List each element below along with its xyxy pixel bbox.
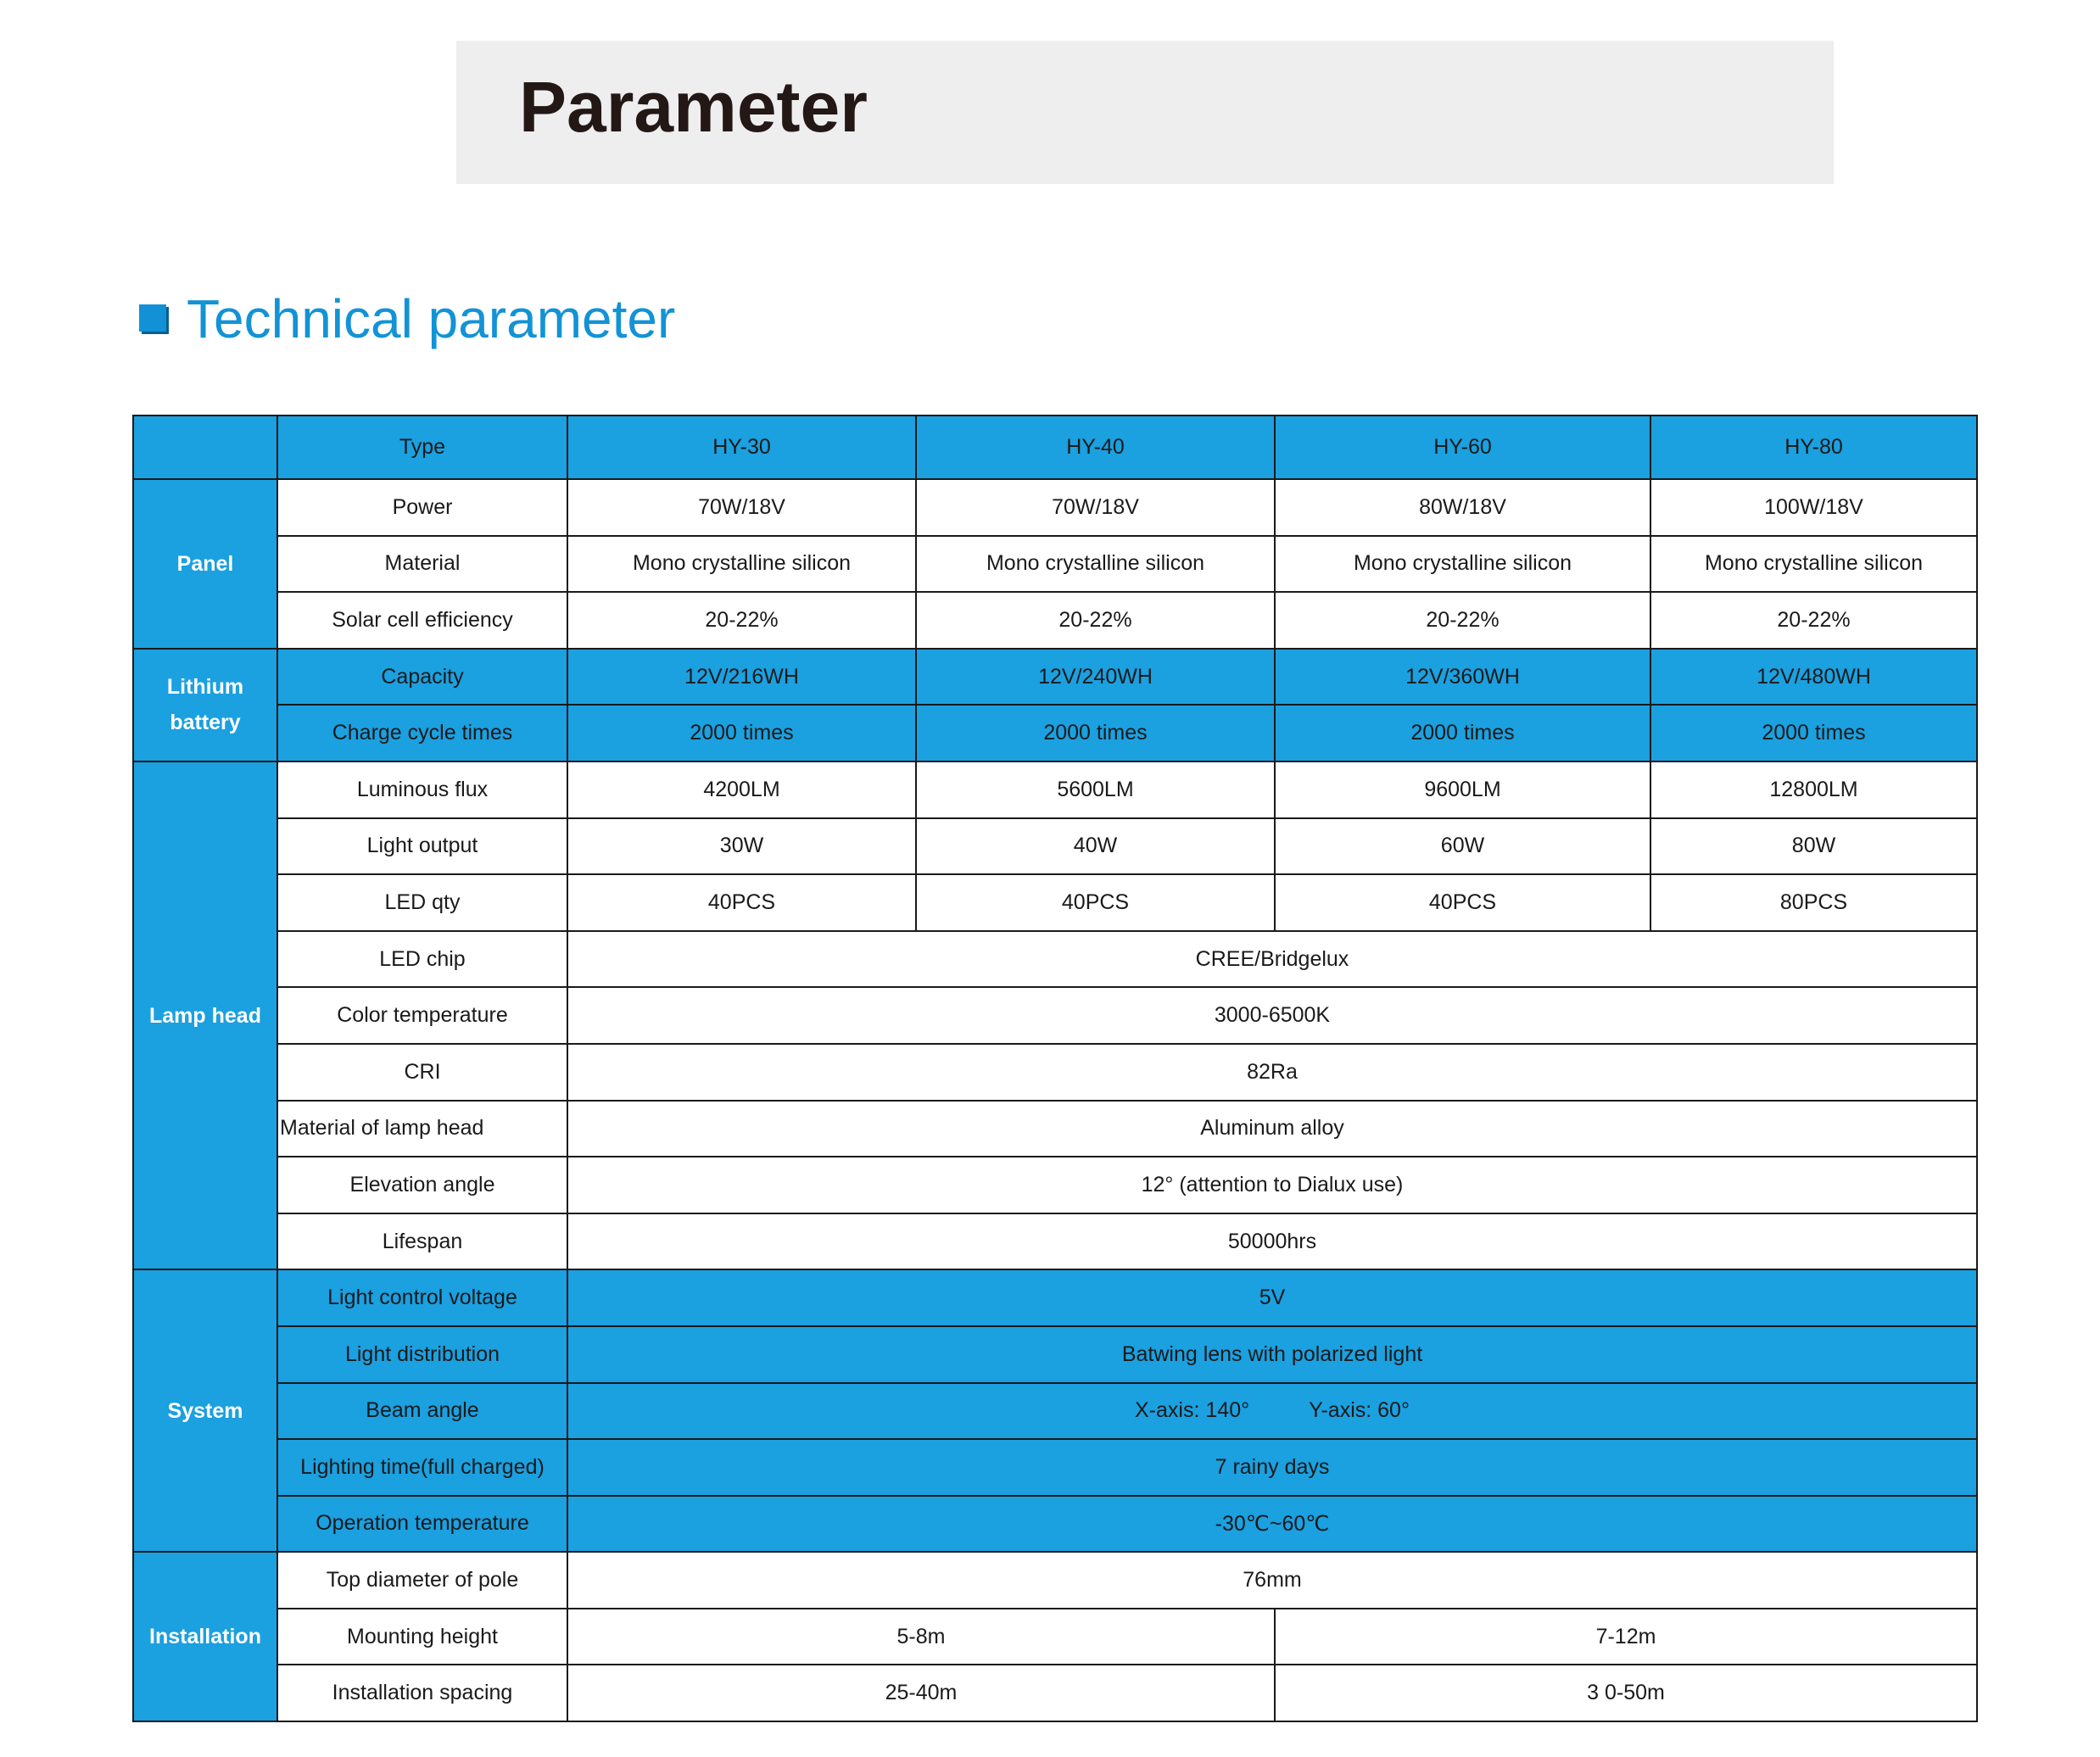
cell: Aluminum alloy bbox=[567, 1101, 1977, 1157]
cell: 80PCS bbox=[1650, 874, 1977, 931]
category-line: Lithium bbox=[166, 675, 244, 700]
table-row bbox=[133, 479, 1977, 536]
cell: 50000hrs bbox=[567, 1213, 1977, 1270]
row-label: Lighting time(full charged) bbox=[277, 1439, 567, 1496]
cell: 40PCS bbox=[567, 874, 916, 931]
table-row bbox=[133, 649, 1977, 706]
row-label: Luminous flux bbox=[277, 761, 567, 818]
cell: 40PCS bbox=[916, 874, 1275, 931]
cell: 12V/360WH bbox=[1275, 649, 1650, 706]
square-bullet-icon bbox=[139, 304, 166, 332]
table-row bbox=[133, 1439, 1977, 1496]
cell: 76mm bbox=[567, 1552, 1977, 1609]
row-label: Capacity bbox=[277, 649, 567, 706]
row-label: Lifespan bbox=[277, 1213, 567, 1270]
cell: 82Ra bbox=[567, 1044, 1977, 1101]
row-label: Power bbox=[277, 479, 567, 536]
table-row bbox=[133, 592, 1977, 649]
model-hy-30: HY-30 bbox=[567, 416, 916, 479]
table-row bbox=[133, 1665, 1977, 1721]
model-hy-60: HY-60 bbox=[1275, 416, 1650, 479]
table-row bbox=[133, 1552, 1977, 1609]
cell: 5600LM bbox=[916, 761, 1275, 818]
cell: Mono crystalline silicon bbox=[1275, 536, 1650, 593]
table-row bbox=[133, 1326, 1977, 1383]
beam-y-axis: Y-axis: 60° bbox=[1309, 1398, 1410, 1423]
spec-table bbox=[132, 415, 1978, 1722]
row-label: Elevation angle bbox=[277, 1157, 567, 1213]
cell: Mono crystalline silicon bbox=[916, 536, 1275, 593]
table-row bbox=[133, 1101, 1977, 1157]
cell: 5-8m bbox=[567, 1609, 1275, 1665]
cell: 80W bbox=[1650, 818, 1977, 875]
table-row bbox=[133, 1383, 1977, 1440]
table-row bbox=[133, 1044, 1977, 1101]
cell: 30W bbox=[567, 818, 916, 875]
row-label: Solar cell efficiency bbox=[277, 592, 567, 649]
table-row bbox=[133, 874, 1977, 931]
cell: 12V/216WH bbox=[567, 649, 916, 706]
row-label: Light output bbox=[277, 818, 567, 875]
category-installation: Installation bbox=[133, 1552, 277, 1721]
row-label: Operation temperature bbox=[277, 1496, 567, 1553]
cell: 100W/18V bbox=[1650, 479, 1977, 536]
header-empty-cell bbox=[133, 416, 277, 479]
cell: 70W/18V bbox=[916, 479, 1275, 536]
cell: 2000 times bbox=[567, 705, 916, 761]
cell: 70W/18V bbox=[567, 479, 916, 536]
cell: 12800LM bbox=[1650, 761, 1977, 818]
cell: Mono crystalline silicon bbox=[1650, 536, 1977, 593]
table-row bbox=[133, 1496, 1977, 1553]
model-hy-80: HY-80 bbox=[1650, 416, 1977, 479]
type-label: Type bbox=[277, 416, 567, 479]
cell: 4200LM bbox=[567, 761, 916, 818]
cell: 9600LM bbox=[1275, 761, 1650, 818]
table-row bbox=[133, 761, 1977, 818]
table-row bbox=[133, 1157, 1977, 1213]
cell: 20-22% bbox=[1275, 592, 1650, 649]
row-label: Top diameter of pole bbox=[277, 1552, 567, 1609]
cell: 7 rainy days bbox=[567, 1439, 1977, 1496]
category-line: battery bbox=[170, 711, 241, 735]
row-label: CRI bbox=[277, 1044, 567, 1101]
table-row bbox=[133, 1609, 1977, 1665]
cell: 7-12m bbox=[1275, 1609, 1977, 1665]
table-row bbox=[133, 931, 1977, 988]
cell: 60W bbox=[1275, 818, 1650, 875]
row-label: Material of lamp head bbox=[277, 1101, 567, 1157]
cell: Mono crystalline silicon bbox=[567, 536, 916, 593]
cell: 12° (attention to Dialux use) bbox=[567, 1157, 1977, 1213]
row-label: LED qty bbox=[277, 874, 567, 931]
category-lithium-battery bbox=[133, 649, 277, 761]
page-title: Parameter bbox=[519, 67, 868, 147]
table-header-row bbox=[133, 416, 1977, 479]
category-panel: Panel bbox=[133, 479, 277, 649]
cell: Batwing lens with polarized light bbox=[567, 1326, 1977, 1383]
row-label: Mounting height bbox=[277, 1609, 567, 1665]
row-label: Light control voltage bbox=[277, 1269, 567, 1326]
cell: CREE/Bridgelux bbox=[567, 931, 1977, 988]
cell: 20-22% bbox=[1650, 592, 1977, 649]
table-row bbox=[133, 1269, 1977, 1326]
row-label: Charge cycle times bbox=[277, 705, 567, 761]
cell: 3 0-50m bbox=[1275, 1665, 1977, 1721]
row-label: Material bbox=[277, 536, 567, 593]
model-hy-40: HY-40 bbox=[916, 416, 1275, 479]
cell: 40W bbox=[916, 818, 1275, 875]
row-label: Installation spacing bbox=[277, 1665, 567, 1721]
table-row bbox=[133, 705, 1977, 761]
table-row bbox=[133, 536, 1977, 593]
table-row bbox=[133, 987, 1977, 1044]
cell: 20-22% bbox=[916, 592, 1275, 649]
cell: 3000-6500K bbox=[567, 987, 1977, 1044]
cell: 2000 times bbox=[916, 705, 1275, 761]
cell: 12V/240WH bbox=[916, 649, 1275, 706]
cell: 12V/480WH bbox=[1650, 649, 1977, 706]
cell: 25-40m bbox=[567, 1665, 1275, 1721]
cell: 40PCS bbox=[1275, 874, 1650, 931]
cell: 2000 times bbox=[1650, 705, 1977, 761]
row-label: Beam angle bbox=[277, 1383, 567, 1440]
row-label: Color temperature bbox=[277, 987, 567, 1044]
beam-x-axis: X-axis: 140° bbox=[1135, 1398, 1250, 1423]
cell: -30℃~60℃ bbox=[567, 1496, 1977, 1553]
section-title: Technical parameter bbox=[187, 288, 676, 349]
row-label: Light distribution bbox=[277, 1326, 567, 1383]
cell: 2000 times bbox=[1275, 705, 1650, 761]
table-row bbox=[133, 1213, 1977, 1270]
cell: 20-22% bbox=[567, 592, 916, 649]
cell: 5V bbox=[567, 1269, 1977, 1326]
category-lamp-head: Lamp head bbox=[133, 761, 277, 1269]
category-system: System bbox=[133, 1269, 277, 1552]
row-label: LED chip bbox=[277, 931, 567, 988]
table-row bbox=[133, 818, 1977, 875]
cell bbox=[567, 1383, 1977, 1440]
cell: 80W/18V bbox=[1275, 479, 1650, 536]
